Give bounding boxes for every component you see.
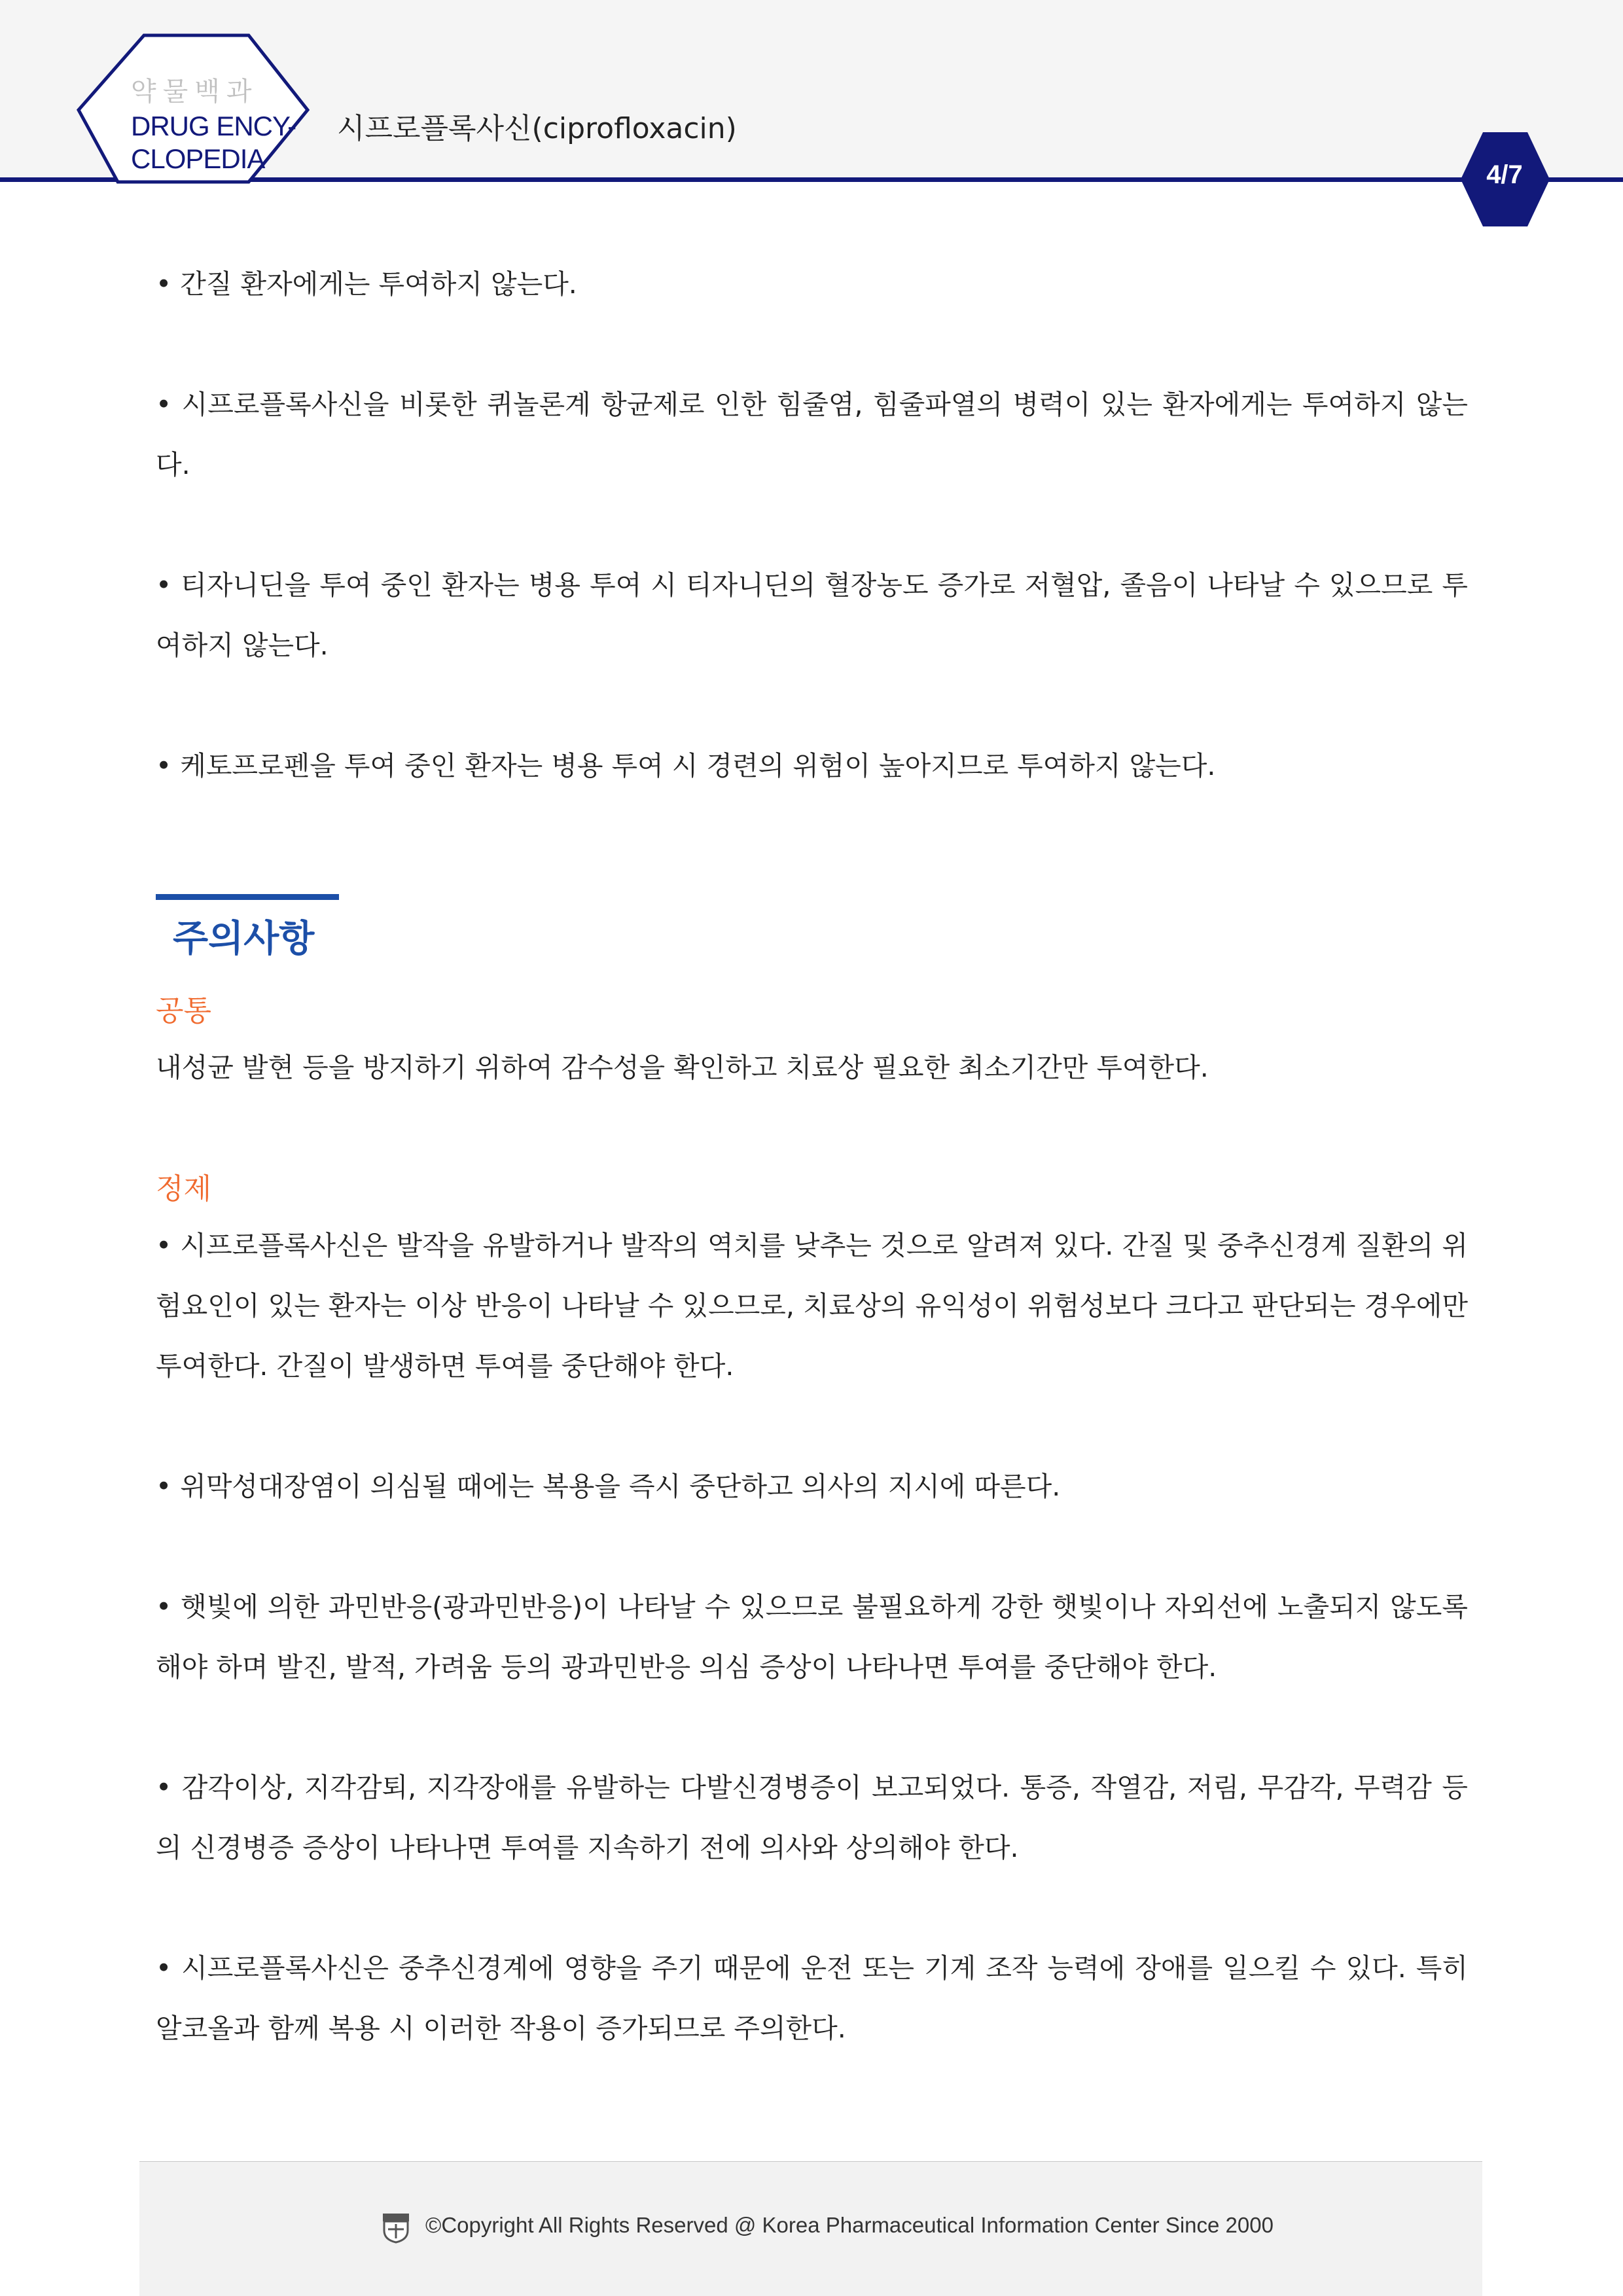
page-indicator: 4/7 [1486, 160, 1523, 189]
list-item: • 케토프로펜을 투여 중인 환자는 병용 투여 시 경련의 위험이 높아지므로 투여하지 않는다. [156, 750, 1216, 781]
list-item: • 위막성대장염이 의심될 때에는 복용을 즉시 중단하고 의사의 지시에 따른다. [156, 1471, 1061, 1502]
shield-crest-icon [382, 2212, 410, 2244]
subheading-common: 공통 [156, 994, 212, 1028]
main-content [156, 254, 1468, 2058]
list-item: • 시프로플록사신을 비롯한 퀴놀론계 항균제로 인한 힘줄염, 힘줄파열의 병력이 있는 환자에게는 투여하지 않는다. [156, 389, 1468, 480]
section-title: 주의사항 [173, 918, 315, 960]
copyright-text: ©Copyright All Rights Reserved @ Korea Pharmaceutical Information Center Since 2000 [425, 2213, 1274, 2237]
list-item: • 시프로플록사신은 발작을 유발하거나 발작의 역치를 낮추는 것으로 알려져 있다. 간질 및 중추신경계 질환의 위험요인이 있는 환자는 이상 반응이 나타날 수 있으므로, 치료상의 유익성이 위험성보다 크다고 판단되는 경우에만 투여한다. 간질이 발생하면 투여를 중단해야 한다. [156, 1230, 1468, 1382]
list-item: • 티자니딘을 투여 중인 환자는 병용 투여 시 티자니딘의 혈장농도 증가로 저혈압, 졸음이 나타날 수 있으므로 투여하지 않는다. [156, 569, 1468, 661]
list-item: • 간질 환자에게는 투여하지 않는다. [156, 268, 577, 300]
subheading-tablet: 정제 [156, 1172, 212, 1206]
common-text: 내성균 발현 등을 방지하기 위하여 감수성을 확인하고 치료상 필요한 최소기간만 투여한다. [156, 1052, 1209, 1083]
section-rule [156, 894, 339, 900]
document-title: 시프로플록사신(ciprofloxacin) [337, 112, 737, 145]
logo-english-text: DRUG ENCY- CLOPEDIA [131, 111, 296, 174]
list-item: • 시프로플록사신은 중추신경계에 영향을 주기 때문에 운전 또는 기계 조작 능력에 장애를 일으킬 수 있다. 특히 알코올과 함께 복용 시 이러한 작용이 증가되므로 주의한다. [156, 1952, 1468, 2044]
list-item: • 감각이상, 지각감퇴, 지각장애를 유발하는 다발신경병증이 보고되었다. 통증, 작열감, 저림, 무감각, 무력감 등의 신경병증 증상이 나타나면 투여를 지속하기 전에 의사와 상의해야 한다. [156, 1772, 1468, 1863]
logo-korean-text: 약물백과 [131, 77, 259, 107]
list-item: • 햇빛에 의한 과민반응(광과민반응)이 나타날 수 있으므로 불필요하게 강한 햇빛이나 자외선에 노출되지 않도록 해야 하며 발진, 발적, 가려움 등의 광과민반응 의심 증상이 나타나면 투여를 중단해야 한다. [156, 1591, 1468, 1683]
